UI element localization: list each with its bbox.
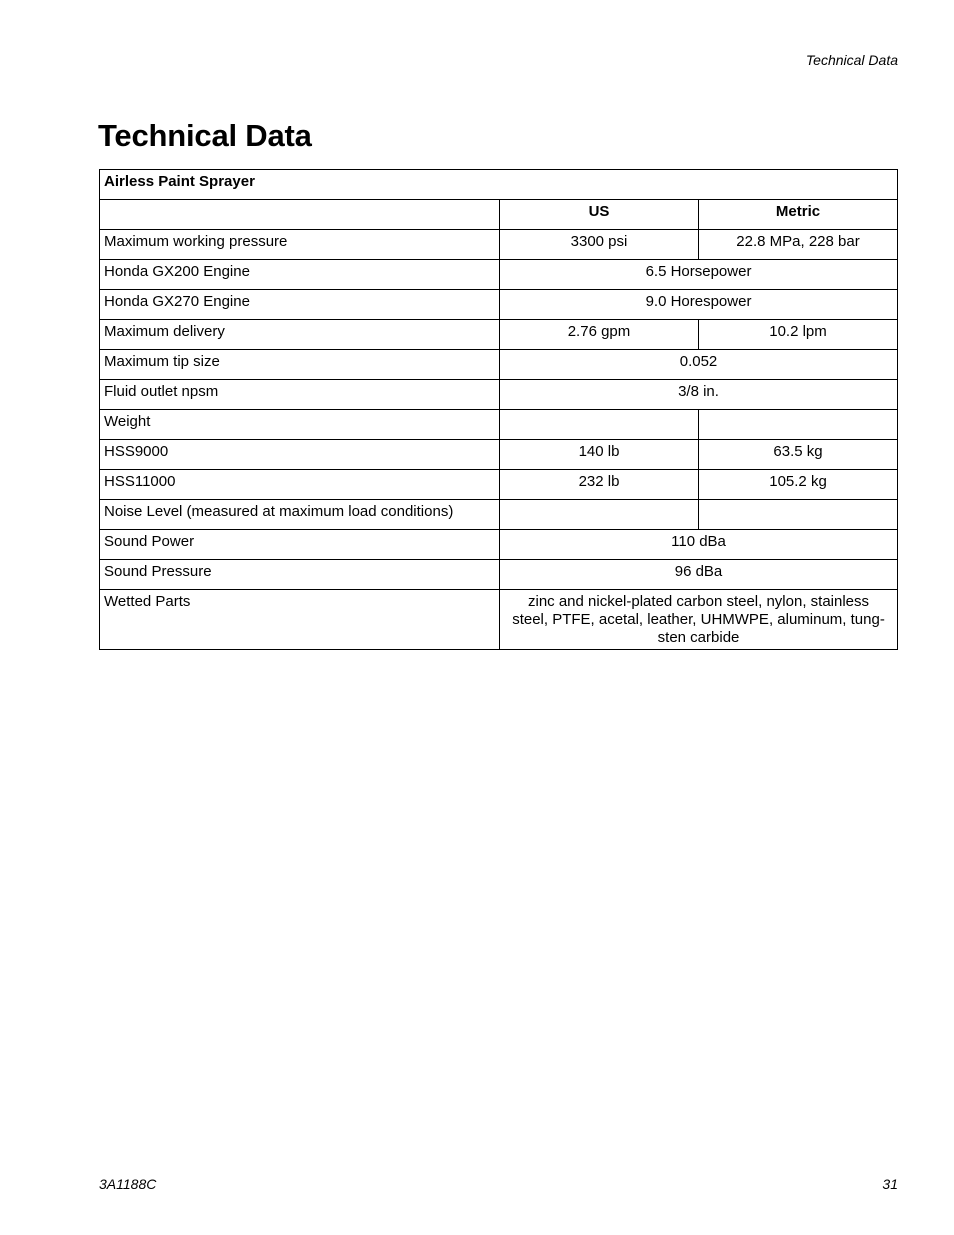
table-row: [100, 560, 898, 590]
column-header-metric: Metric: [699, 200, 898, 230]
row-label: Sound Power: [100, 530, 500, 560]
metric-value: 10.2 lpm: [699, 320, 898, 350]
metric-value: 22.8 MPa, 228 bar: [699, 230, 898, 260]
table-row: [100, 470, 898, 500]
us-value: 140 lb: [500, 440, 699, 470]
row-label: Maximum working pressure: [100, 230, 500, 260]
table-row: [100, 290, 898, 320]
shared-value: 9.0 Horespower: [500, 290, 898, 320]
table-row: [100, 350, 898, 380]
technical-data-table: [99, 169, 898, 650]
metric-value: 105.2 kg: [699, 470, 898, 500]
table-row: [100, 530, 898, 560]
document-number: 3A1188C: [99, 1176, 157, 1192]
wetted-parts-line: steel, PTFE, acetal, leather, UHMWPE, aluminum, tung-: [512, 611, 885, 628]
row-label: Noise Level (measured at maximum load conditions): [100, 500, 500, 530]
row-label: Fluid outlet npsm: [100, 380, 500, 410]
row-label: Wetted Parts: [100, 590, 500, 650]
running-header: Technical Data: [805, 52, 898, 68]
shared-value: 96 dBa: [500, 560, 898, 590]
empty-cell: [500, 410, 699, 440]
table-row: [100, 590, 898, 650]
row-label: Honda GX200 Engine: [100, 260, 500, 290]
table-header-row: [100, 200, 898, 230]
table-row: [100, 410, 898, 440]
shared-value: 110 dBa: [500, 530, 898, 560]
table-caption-row: [100, 170, 898, 200]
row-label: Honda GX270 Engine: [100, 290, 500, 320]
row-label: Sound Pressure: [100, 560, 500, 590]
table-row: [100, 320, 898, 350]
us-value: 2.76 gpm: [500, 320, 699, 350]
empty-cell: [699, 500, 898, 530]
table-row: [100, 380, 898, 410]
us-value: 3300 psi: [500, 230, 699, 260]
row-label: HSS11000: [100, 470, 500, 500]
table-row: [100, 440, 898, 470]
wetted-parts-line: zinc and nickel-plated carbon steel, nylon, stainless: [528, 593, 870, 610]
shared-value: 3/8 in.: [500, 380, 898, 410]
table-row: [100, 230, 898, 260]
shared-value: 0.052: [500, 350, 898, 380]
metric-value: 63.5 kg: [699, 440, 898, 470]
row-label: Weight: [100, 410, 500, 440]
shared-value: 6.5 Horsepower: [500, 260, 898, 290]
table-caption: Airless Paint Sprayer: [100, 170, 898, 200]
column-header-us: US: [500, 200, 699, 230]
empty-cell: [699, 410, 898, 440]
row-label: Maximum tip size: [100, 350, 500, 380]
wetted-parts-value: [500, 590, 898, 650]
page-title: Technical Data: [98, 118, 312, 153]
row-label: Maximum delivery: [100, 320, 500, 350]
page-number: 31: [882, 1176, 898, 1192]
wetted-parts-line: sten carbide: [657, 629, 740, 646]
table-row: [100, 260, 898, 290]
row-label: HSS9000: [100, 440, 500, 470]
us-value: 232 lb: [500, 470, 699, 500]
table-row: [100, 500, 898, 530]
empty-cell: [500, 500, 699, 530]
header-empty-cell: [100, 200, 500, 230]
